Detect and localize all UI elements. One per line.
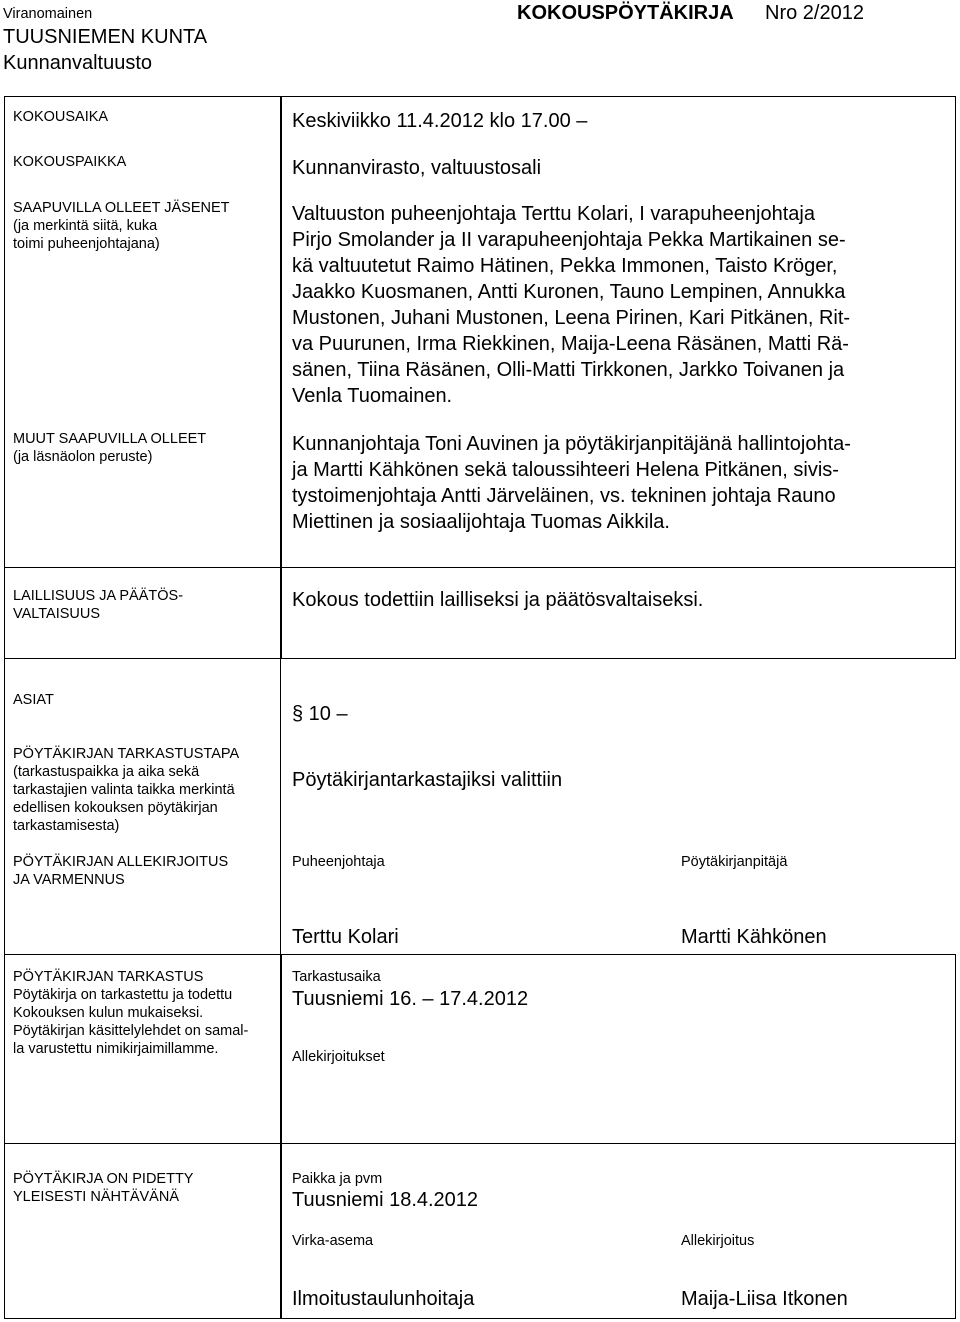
meeting-place-value: Kunnanvirasto, valtuustosali bbox=[292, 157, 542, 179]
signature-label: Allekirjoitus bbox=[681, 1233, 755, 1249]
present-members-line: Pirjo Smolander ja II varapuheenjohtaja Pekka Martikainen se- bbox=[292, 229, 846, 251]
review-method-desc: tarkastamisesta) bbox=[13, 818, 120, 834]
authority-label: Viranomainen bbox=[3, 6, 93, 22]
position-label: Virka-asema bbox=[292, 1233, 374, 1249]
review-time-label: Tarkastusaika bbox=[292, 969, 381, 985]
publication-label: YLEISESTI NÄHTÄVÄNÄ bbox=[13, 1189, 179, 1205]
chair-name: Terttu Kolari bbox=[292, 926, 399, 948]
place-date-label: Paikka ja pvm bbox=[292, 1171, 383, 1187]
others-present-label: MUUT SAAPUVILLA OLLEET bbox=[13, 431, 207, 447]
secretary-name: Martti Kähkönen bbox=[681, 926, 827, 948]
present-members-line: va Puurunen, Irma Riekkinen, Maija-Leena Räsänen, Matti Rä- bbox=[292, 333, 849, 355]
present-members-line: Jaakko Kuosmanen, Antti Kuronen, Tauno Lempinen, Annukka bbox=[292, 281, 846, 303]
position-value: Ilmoitustaulunhoitaja bbox=[292, 1288, 475, 1310]
others-present-line: Kunnanjohtaja Toni Auvinen ja pöytäkirjanpitäjänä hallintojohta- bbox=[292, 433, 851, 455]
meeting-time-value: Keskiviikko 11.4.2012 klo 17.00 – bbox=[292, 110, 588, 132]
document-type: KOKOUSPÖYTÄKIRJA bbox=[517, 2, 734, 24]
document-number: Nro 2/2012 bbox=[765, 2, 864, 24]
present-members-line: Valtuuston puheenjohtaja Terttu Kolari, I varapuheenjohtaja bbox=[292, 203, 815, 225]
review-desc: Pöytäkirja on tarkastettu ja todettu bbox=[13, 987, 233, 1003]
review-method-value: Pöytäkirjantarkastajiksi valittiin bbox=[292, 769, 563, 791]
publication-label: PÖYTÄKIRJA ON PIDETTY bbox=[13, 1171, 194, 1187]
place-date-value: Tuusniemi 18.4.2012 bbox=[292, 1189, 479, 1211]
review-label: PÖYTÄKIRJAN TARKASTUS bbox=[13, 969, 204, 985]
review-time-value: Tuusniemi 16. – 17.4.2012 bbox=[292, 988, 529, 1010]
review-desc: Kokouksen kulun mukaiseksi. bbox=[13, 1005, 204, 1021]
signing-label: PÖYTÄKIRJAN ALLEKIRJOITUS bbox=[13, 854, 229, 870]
legality-label: VALTAISUUS bbox=[13, 606, 101, 622]
present-members-sublabel: toimi puheenjohtajana) bbox=[13, 236, 160, 252]
signing-label: JA VARMENNUS bbox=[13, 872, 125, 888]
review-method-desc: (tarkastuspaikka ja aika sekä bbox=[13, 764, 200, 780]
review-desc: la varustettu nimikirjaimillamme. bbox=[13, 1041, 219, 1057]
municipality-name: TUUSNIEMEN KUNTA bbox=[3, 26, 208, 48]
present-members-label: SAAPUVILLA OLLEET JÄSENET bbox=[13, 200, 230, 216]
signature-value: Maija-Liisa Itkonen bbox=[681, 1288, 848, 1310]
others-present-line: ja Martti Kähkönen sekä taloussihteeri Helena Pitkänen, sivis- bbox=[292, 459, 839, 481]
agenda-label: ASIAT bbox=[13, 692, 54, 708]
review-method-desc: edellisen kokouksen pöytäkirjan bbox=[13, 800, 218, 816]
column-divider bbox=[280, 954, 282, 1144]
signatures-label: Allekirjoitukset bbox=[292, 1049, 385, 1065]
column-divider bbox=[280, 1143, 282, 1319]
legality-label: LAILLISUUS JA PÄÄTÖS- bbox=[13, 588, 184, 604]
column-divider bbox=[280, 567, 282, 659]
review-desc: Pöytäkirjan käsittelylehdet on samal- bbox=[13, 1023, 249, 1039]
others-present-sublabel: (ja läsnäolon peruste) bbox=[13, 449, 153, 465]
meeting-time-label: KOKOUSAIKA bbox=[13, 109, 109, 125]
others-present-line: tystoimenjohtaja Antti Järveläinen, vs. tekninen johtaja Rauno bbox=[292, 485, 836, 507]
meeting-place-label: KOKOUSPAIKKA bbox=[13, 154, 127, 170]
present-members-line: Mustonen, Juhani Mustonen, Leena Pirinen, Kari Pitkänen, Rit- bbox=[292, 307, 851, 329]
section-number: § 10 – bbox=[292, 703, 348, 725]
legality-box bbox=[4, 567, 956, 659]
governing-body: Kunnanvaltuusto bbox=[3, 52, 153, 74]
secretary-label: Pöytäkirjanpitäjä bbox=[681, 854, 788, 870]
legality-value: Kokous todettiin lailliseksi ja päätösvaltaiseksi. bbox=[292, 589, 704, 611]
present-members-line: Venla Tuomainen. bbox=[292, 385, 453, 407]
column-divider bbox=[280, 96, 282, 568]
review-method-label: PÖYTÄKIRJAN TARKASTUSTAPA bbox=[13, 746, 240, 762]
present-members-line: sänen, Tiina Räsänen, Olli-Matti Tirkkonen, Jarkko Toivanen ja bbox=[292, 359, 845, 381]
others-present-line: Miettinen ja sosiaalijohtaja Tuomas Aikkila. bbox=[292, 511, 670, 533]
review-method-desc: tarkastajien valinta taikka merkintä bbox=[13, 782, 235, 798]
chair-label: Puheenjohtaja bbox=[292, 854, 385, 870]
present-members-sublabel: (ja merkintä siitä, kuka bbox=[13, 218, 158, 234]
present-members-line: kä valtuutetut Raimo Hätinen, Pekka Immonen, Taisto Kröger, bbox=[292, 255, 838, 277]
